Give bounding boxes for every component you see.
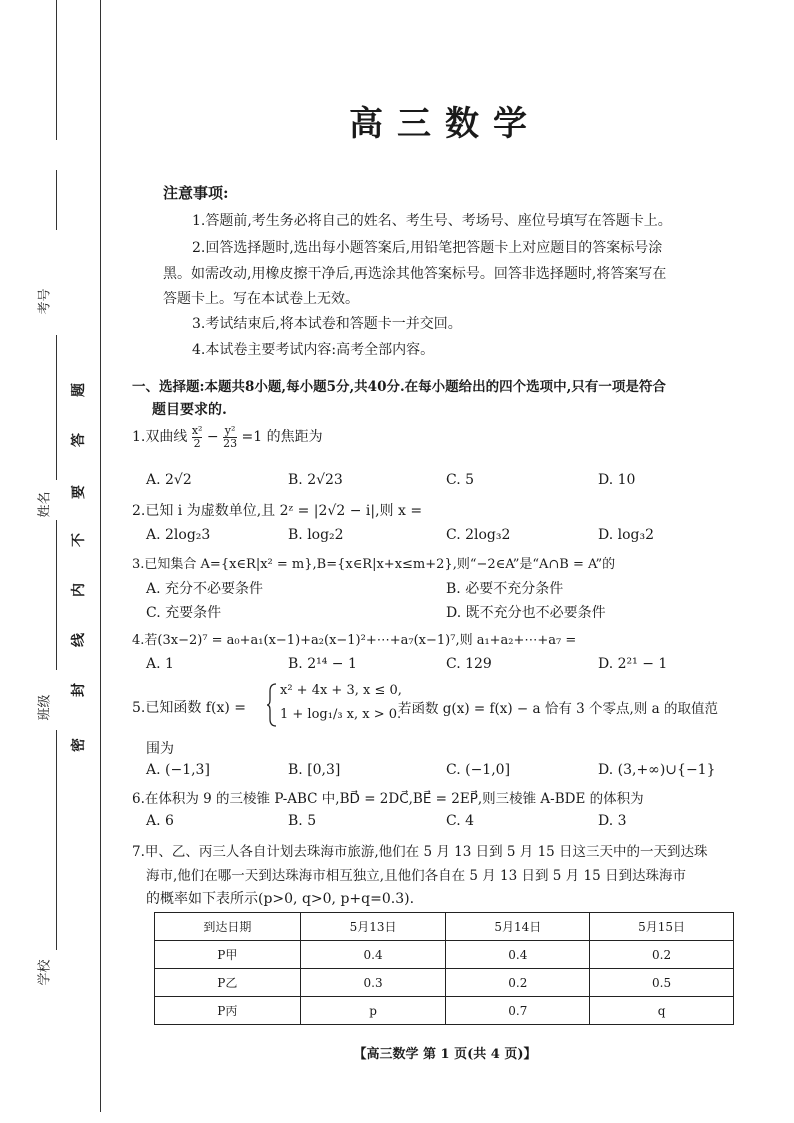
table-cell: P乙 [155, 969, 301, 997]
q1-frac1-num: x² [191, 423, 203, 437]
table-cell: 0.4 [446, 941, 590, 969]
probability-table [154, 912, 734, 1025]
seal-char: 要 [71, 485, 87, 499]
notice-line: 4.本试卷主要考试内容:高考全部内容。 [192, 342, 435, 358]
seal-char: 题 [71, 383, 87, 397]
option: A. (−1,3] [146, 762, 210, 778]
seal-char: 答 [71, 433, 87, 447]
notice-line: 答题卡上。写在本试卷上无效。 [163, 291, 359, 307]
question-3: 3.已知集合 A={x∈R|x² = m},B={x∈R|x+x≤m+2},则“−2∈A”是“A∩B = A”的 [132, 557, 616, 572]
q1-frac2-num: y² [224, 423, 236, 437]
option: C. (−1,0] [446, 762, 511, 778]
binding-line-inner-2 [56, 170, 57, 230]
option: C. 2log₃2 [446, 527, 511, 543]
option: D. 10 [598, 472, 636, 488]
table-cell: q [590, 997, 734, 1025]
q1-frac2-den: 23 [223, 436, 238, 450]
option: D. 2²¹ − 1 [598, 656, 668, 672]
q5-case-1: x² + 4x + 3, x ≤ 0, [280, 683, 402, 698]
page-title: 高三数学 [349, 104, 541, 144]
table-cell: 0.4 [300, 941, 446, 969]
notice-line: 1.答题前,考生务必将自己的姓名、考生号、考场号、座位号填写在答题卡上。 [192, 213, 672, 229]
option: D. (3,+∞)∪{−1} [598, 762, 716, 778]
name-label: 姓名 [37, 491, 53, 518]
notice-line: 3.考试结束后,将本试卷和答题卡一并交回。 [192, 316, 462, 332]
question-7-cont: 海市,他们在哪一天到达珠海市相互独立,且他们各自在 5 月 13 日到 5 月 15 日到达珠海市 [146, 868, 686, 884]
seal-char: 封 [71, 683, 87, 697]
question-4: 4.若(3x−2)⁷ = a₀+a₁(x−1)+a₂(x−1)²+⋯+a₇(x−1)⁷,则 a₁+a₂+⋯+a₇ = [132, 633, 577, 648]
table-cell: 0.2 [446, 969, 590, 997]
option: C. 129 [446, 656, 492, 672]
option: B. [0,3] [288, 762, 341, 778]
question-1 [132, 424, 323, 450]
q1-minus: − [206, 429, 219, 445]
notice-heading: 注意事项: [163, 184, 229, 202]
question-6: 6.在体积为 9 的三棱锥 P-ABC 中,BD⃗ = 2DC⃗,BE⃗ = 2EP⃗,则三棱锥 A-BDE 的体积为 [132, 791, 644, 807]
q1-frac1-den: 2 [193, 436, 201, 450]
table-header: 到达日期 [155, 913, 301, 941]
table-header: 5月13日 [300, 913, 446, 941]
q1-fraction-1 [192, 425, 203, 450]
option: B. 2¹⁴ − 1 [288, 656, 357, 672]
table-header: 5月14日 [446, 913, 590, 941]
q1-prefix: 1.双曲线 [132, 429, 188, 445]
q5-suffix: 若函数 g(x) = f(x) − a 恰有 3 个零点,则 a 的取值范 [398, 701, 718, 717]
question-2: 2.已知 i 为虚数单位,且 2ᶻ = |2√2 − i|,则 x = [132, 503, 423, 519]
binding-line-inner-5 [56, 730, 57, 950]
question-7-cont: 的概率如下表所示(p>0, q>0, p+q=0.3). [146, 891, 415, 907]
option: A. 2√2 [146, 472, 192, 488]
table-row [155, 941, 734, 969]
binding-line-inner-3 [56, 335, 57, 480]
school-label: 学校 [37, 959, 53, 986]
table-cell: 0.3 [300, 969, 446, 997]
q5-case-2: 1 + log₁/₃ x, x > 0. [280, 707, 402, 722]
notice-line: 2.回答选择题时,选出每小题答案后,用铅笔把答题卡上对应题目的答案标号涂 [192, 240, 663, 256]
q1-suffix: =1 的焦距为 [241, 429, 323, 445]
option: C. 充要条件 [146, 605, 222, 621]
option: A. 2log₂3 [146, 527, 211, 543]
option: B. 必要不充分条件 [446, 581, 564, 597]
seal-char: 不 [71, 533, 87, 547]
table-row [155, 997, 734, 1025]
option: C. 5 [446, 472, 475, 488]
option: C. 4 [446, 813, 475, 829]
brace-icon [266, 683, 278, 727]
table-cell: P甲 [155, 941, 301, 969]
option: B. 5 [288, 813, 317, 829]
option: A. 6 [146, 813, 174, 829]
q1-fraction-2 [223, 425, 237, 450]
question-5-prefix: 5.已知函数 f(x) = [132, 700, 246, 716]
option: A. 充分不必要条件 [146, 581, 264, 597]
seal-char: 内 [71, 583, 87, 597]
option: A. 1 [146, 656, 174, 672]
table-header: 5月15日 [590, 913, 734, 941]
exam-no-label: 考号 [37, 288, 53, 315]
q5-cont: 围为 [146, 741, 174, 757]
table-cell: 0.7 [446, 997, 590, 1025]
class-label: 班级 [37, 694, 53, 721]
option: D. 既不充分也不必要条件 [446, 605, 606, 621]
table-header-row [155, 913, 734, 941]
table-cell: 0.2 [590, 941, 734, 969]
binding-line-outer [100, 0, 101, 1112]
notice-line: 黑。如需改动,用橡皮擦干净后,再选涂其他答案标号。回答非选择题时,将答案写在 [163, 266, 667, 282]
section-heading: 一、选择题:本题共8小题,每小题5分,共40分.在每小题给出的四个选项中,只有一项是符合 [132, 379, 666, 395]
table-cell: p [300, 997, 446, 1025]
binding-line-inner-4 [56, 520, 57, 670]
table-row [155, 969, 734, 997]
page-footer: 【高三数学 第 1 页(共 4 页)】 [353, 1047, 537, 1062]
seal-char: 密 [71, 738, 87, 752]
seal-char: 线 [71, 633, 87, 647]
table-cell: P丙 [155, 997, 301, 1025]
question-7: 7.甲、乙、丙三人各自计划去珠海市旅游,他们在 5 月 13 日到 5 月 15 日这三天中的一天到达珠 [132, 844, 708, 860]
option: B. log₂2 [288, 527, 344, 543]
section-heading-cont: 题目要求的. [152, 402, 227, 418]
option: B. 2√23 [288, 472, 343, 488]
option: D. log₃2 [598, 527, 655, 543]
option: D. 3 [598, 813, 627, 829]
table-cell: 0.5 [590, 969, 734, 997]
